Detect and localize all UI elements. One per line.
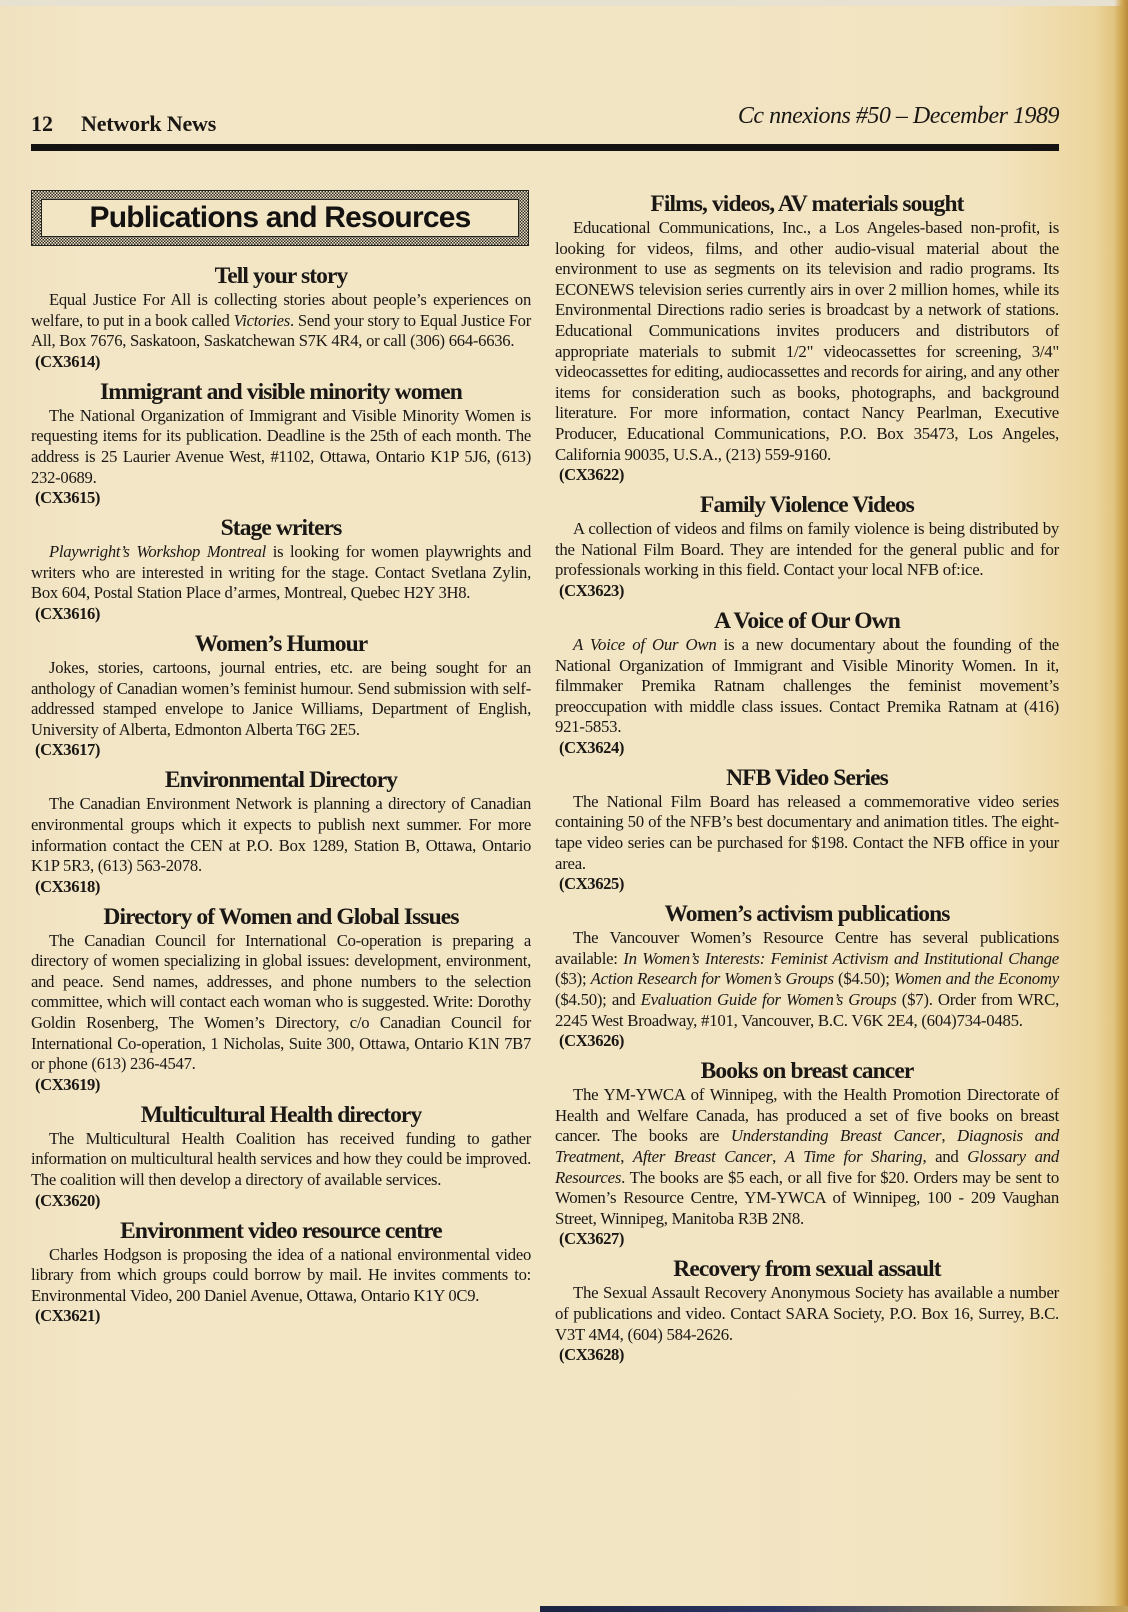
article-code: (CX3620) xyxy=(35,1190,101,1210)
article-body-text: Equal Justice For All is collecting stories about people’s experiences on welfare, to put in a book called xyxy=(31,290,531,330)
article xyxy=(31,766,531,896)
article-title: Tell your story xyxy=(214,263,348,289)
article-code: (CX3616) xyxy=(35,603,101,623)
article-code: (CX3623) xyxy=(559,580,625,600)
article-body-text: ($4.50); and xyxy=(555,990,641,1010)
article-body-italic: Action Research for Women’s Groups xyxy=(590,969,834,989)
article-code: (CX3614) xyxy=(35,351,101,371)
issue-info: Cc nnexions #50 – December 1989 xyxy=(737,103,1059,129)
article xyxy=(555,607,1059,758)
article-body-text: , and xyxy=(922,1147,968,1166)
article-code: (CX3619) xyxy=(35,1074,101,1094)
page-bottom-edge xyxy=(540,1606,1128,1612)
article-body-italic: Evaluation Guide for Women’s Groups xyxy=(640,990,897,1010)
article-code: (CX3615) xyxy=(35,488,101,508)
article xyxy=(31,514,531,624)
article-body-text: , xyxy=(620,1147,633,1166)
article xyxy=(31,630,531,760)
article-body xyxy=(555,792,1059,874)
left-entries xyxy=(31,262,531,1326)
article-body-italic: Women and the Economy xyxy=(893,969,1059,989)
article-body-italic: Victories xyxy=(233,310,290,330)
article-body-italic: Understanding Breast Cancer xyxy=(730,1126,942,1146)
article xyxy=(31,1217,531,1327)
article-title: Family Violence Videos xyxy=(700,492,914,519)
article-body-text: ($7). Order from WRC, 2245 West Broadway, #101, Vancouver, B.C. V6K 2E4, (604)734-0485. xyxy=(555,990,1060,1030)
article-body xyxy=(31,542,531,604)
article-title: Films, videos, AV materials sought xyxy=(650,191,964,217)
article-body-text: The YM-YWCA of Winnipeg, with the Health Promotion Directorate of Health and Welfare Canada, has produced a set of five books on breast cancer. The books are xyxy=(555,1085,1059,1146)
article xyxy=(555,190,1059,485)
article-body-text: is looking for women playwrights and writers who are interested in writing for the stage. Contact Svetlana Zylin, Box 604, Postal Station Place d’armes, Montreal, Quebec H2Y 3H8. xyxy=(31,542,532,603)
article-body xyxy=(31,290,531,352)
article-body-text: is a new documentary about the founding of the National Organization of Immigrant and Visible Minority Women. In it, filmmaker Premika Ratnam challenges the feminist movement’s preoccupation with middle class issues. Contact Premika Ratnam at (416) 921-5853. xyxy=(555,634,1059,737)
article-code: (CX3624) xyxy=(559,737,625,757)
article-code: (CX3627) xyxy=(559,1229,625,1249)
page-edge-shadow xyxy=(1114,0,1128,1612)
article-body xyxy=(31,931,531,1075)
article-body xyxy=(31,406,531,488)
article-title: NFB Video Series xyxy=(726,764,888,791)
article-title: Women’s activism publications xyxy=(664,901,950,928)
header-rule xyxy=(31,144,1059,151)
article-body-text: A collection of videos and films on family violence is being distributed by the National Film Board. They are intended for the general public and for professionals working in this field. Contact your local NFB of:ice. xyxy=(555,519,1059,580)
article-body-text: Educational Communications, Inc., a Los Angeles-based non-profit, is looking for videos, films, and other audio-visual material about the environment to use as segments on its television and radio programs. Its ECONEWS television series currently airs in over 2 million homes, while its Environmental Directions radio series is broadcast by a network of stations. Educational Communications invites producers and distributors of appropriate materials to submit 1/2" videocassettes for screening, 3/4" videocassettes for editing, audiocassettes and records for airing, and any other items for consideration such as books, photographs, and background literature. For more information, contact Nancy Pearlman, Executive Producer, Educational Communications, P.O. Box 35473, Los Angeles, California 90035, U.S.A., (213) 559-9160. xyxy=(555,218,1059,464)
article-body-text: The Canadian Council for International Co-operation is preparing a directory of women specializing in global issues: development, environment, and peace. Send names, addresses, and phone numbers to the selection committee, which will contact each woman who is suggested. Write: Dorothy Goldin Rosenberg, The Women’s Directory, c/o Canadian Council for International Co-operation, 1 Nicholas, Suite 300, Ottawa, Ontario K1N 7B7 or phone (613) 236-4547. xyxy=(31,930,531,1074)
article-title: Books on breast cancer xyxy=(700,1058,914,1085)
section-banner-inner xyxy=(41,199,519,237)
article-body-text: The National Film Board has released a commemorative video series containing 50 of the NFB’s best documentary and animation titles. The eight-tape video series can be purchased for $198. Contact the NFB office in your area. xyxy=(555,791,1059,873)
article-code: (CX3621) xyxy=(35,1306,101,1326)
article-body xyxy=(555,218,1059,465)
article-title: A Voice of Our Own xyxy=(714,607,900,634)
article-title: Multicultural Health directory xyxy=(140,1101,422,1128)
article-code: (CX3628) xyxy=(559,1345,625,1365)
article-body-italic: A Voice of Our Own xyxy=(573,634,717,654)
article-code: (CX3622) xyxy=(559,465,625,485)
article-body-italic: After Breast Cancer xyxy=(632,1147,773,1166)
section-banner-title: Publications and Resources xyxy=(89,201,471,234)
article xyxy=(555,1057,1059,1249)
article-title: Immigrant and visible minority women xyxy=(100,378,462,405)
article-body-text: ($4.50); xyxy=(833,969,894,989)
article xyxy=(31,903,531,1095)
article-title: Directory of Women and Global Issues xyxy=(103,903,459,930)
article-title: Stage writers xyxy=(220,515,342,542)
article xyxy=(31,378,531,508)
page-number: 12 xyxy=(31,111,53,136)
article-body-text: Charles Hodgson is proposing the idea of a national environmental video library from which groups could borrow by mail. He invites comments to: Environmental Video, 200 Daniel Avenue, Ottawa, Ontario K1Y 0C9. xyxy=(31,1244,531,1305)
article-body xyxy=(31,794,531,876)
article-body-text: Jokes, stories, cartoons, journal entries, etc. are being sought for an anthology of Canadian women’s feminist humour. Send submission with self-addressed stamped envelope to Janice Williams, Department of English, University of Alberta, Edmonton Alberta T6G 2E5. xyxy=(31,657,531,739)
article-body-text: The National Organization of Immigrant and Visible Minority Women is requesting items for its publication. Deadline is the 25th of each month. The address is 25 Laurier Avenue West, #1102, Ottawa, Ontario K1P 5J6, (613) 232-0689. xyxy=(31,405,531,487)
article-body xyxy=(555,1085,1059,1229)
article xyxy=(555,491,1059,601)
right-entries xyxy=(555,190,1059,1365)
article-body xyxy=(555,519,1059,581)
page-top-strip xyxy=(0,0,1128,6)
article-body-italic: A Time for Sharing xyxy=(784,1147,923,1166)
article-body-italic: In Women’s Interests: Feminist Activism and Institutional Change xyxy=(623,948,1059,968)
article-body-italic: Playwright’s Workshop Montreal xyxy=(49,542,266,562)
article-code: (CX3626) xyxy=(559,1031,625,1051)
article-code: (CX3625) xyxy=(559,874,625,894)
article-body xyxy=(555,1283,1059,1345)
article-body-italic: Glossary and Resources xyxy=(555,1147,1060,1187)
article-title: Environmental Directory xyxy=(164,767,398,794)
article-code: (CX3618) xyxy=(35,876,101,896)
article-body-italic: Diagnosis and Treatment xyxy=(555,1126,1060,1166)
article-title: Recovery from sexual assault xyxy=(673,1256,941,1283)
article xyxy=(555,900,1059,1051)
article-body xyxy=(31,658,531,740)
article-body-text: ($3); xyxy=(555,969,591,989)
article-body-text: The Multicultural Health Coalition has received funding to gather information on multicultural health services and how they could be improved. The coalition will then develop a directory of available services. xyxy=(31,1128,531,1190)
left-column xyxy=(31,190,531,1332)
article xyxy=(31,1101,531,1211)
article-body-text: The Vancouver Women’s Resource Centre has several publications available: xyxy=(555,928,1059,968)
article xyxy=(555,1255,1059,1365)
article-body-text: , xyxy=(941,1126,958,1146)
article-body xyxy=(31,1245,531,1307)
article-body-text: The Sexual Assault Recovery Anonymous Society has available a number of publications and video. Contact SARA Society, P.O. Box 16, Surrey, B.C. V3T 4M4, (604) 584-2626. xyxy=(555,1283,1059,1344)
article-body xyxy=(555,635,1059,738)
section-name: Network News xyxy=(81,111,217,136)
right-column xyxy=(555,190,1059,1371)
article-code: (CX3617) xyxy=(35,740,101,760)
article xyxy=(555,764,1059,894)
article-body-text: The Canadian Environment Network is planning a directory of Canadian environmental groups which it expects to publish next summer. For more information contact the CEN at P.O. Box 1289, Station B, Ottawa, Ontario K1P 5R3, (613) 563-2078. xyxy=(31,794,531,876)
running-head xyxy=(31,103,1059,143)
section-banner xyxy=(31,190,529,246)
article-title: Women’s Humour xyxy=(194,630,368,657)
article-body-text: . The books are $5 each, or all five for $20. Orders may be sent to Women’s Resource Centre, YM-YWCA of Winnipeg, 100 - 209 Vaughan Street, Winnipeg, Manitoba R3B 2N8. xyxy=(555,1167,1059,1228)
article-title: Environment video resource centre xyxy=(120,1217,442,1244)
article-body-text: . Send your story to Equal Justice For All, Box 7676, Saskatoon, Saskatchewan S7K 4R4, or call (306) 664-6636. xyxy=(31,310,531,351)
article-body-text: , xyxy=(772,1147,785,1166)
article xyxy=(31,262,531,372)
article-body xyxy=(31,1129,531,1191)
article-body xyxy=(555,928,1059,1031)
